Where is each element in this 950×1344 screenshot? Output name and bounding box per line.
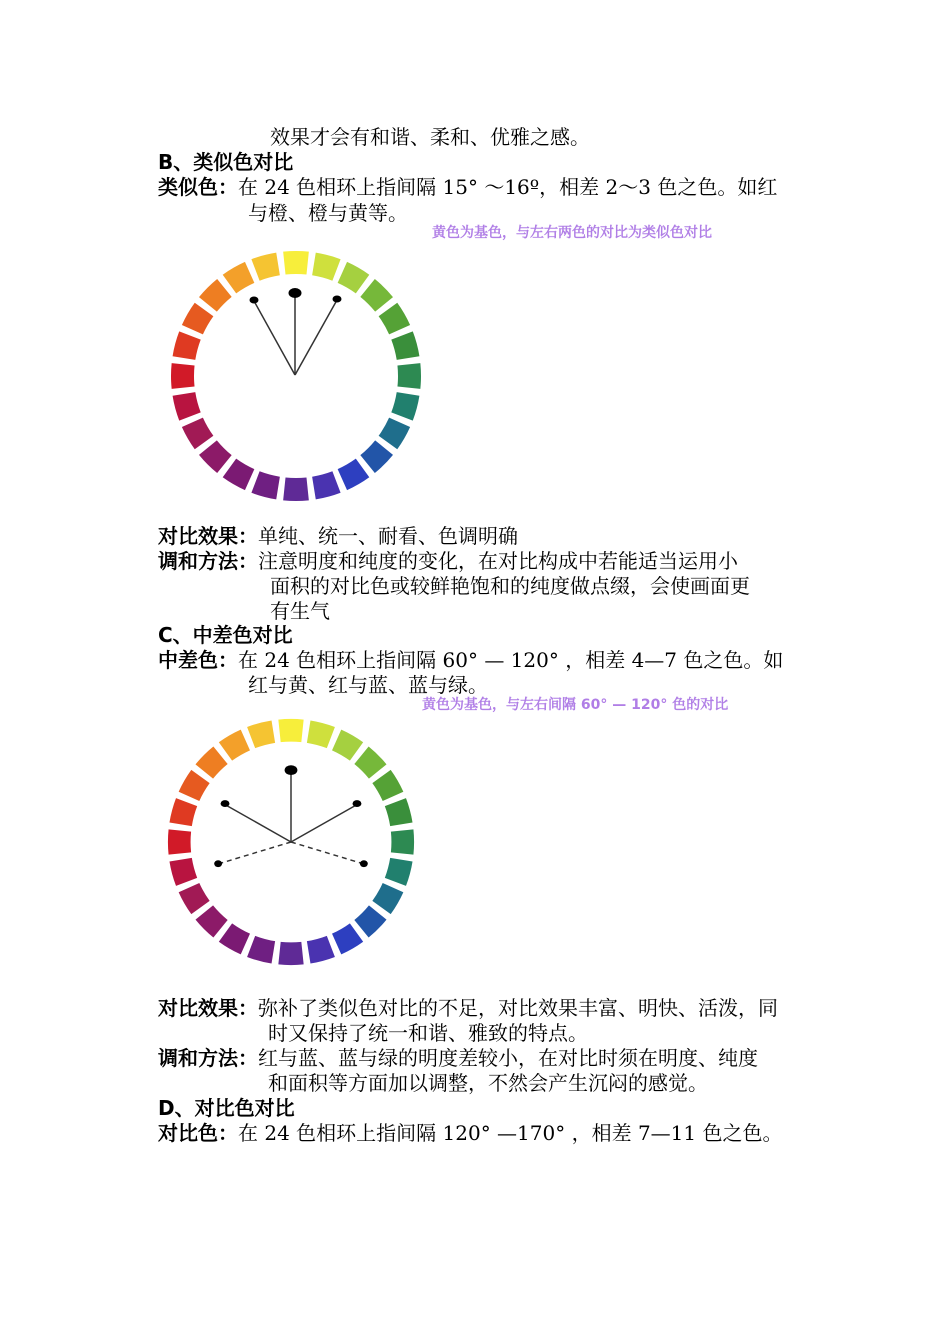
color-wheel-intermediate xyxy=(163,714,419,970)
section-c-def-label: 中差色： xyxy=(158,648,238,672)
section-b-def-label: 类似色： xyxy=(158,175,238,199)
wheel-segment xyxy=(385,858,413,886)
wheel-segment xyxy=(173,392,201,420)
wheel-segment xyxy=(182,418,213,450)
section-b-method-text-1: 注意明度和纯度的变化，在对比构成中若能适当运用小 xyxy=(258,549,738,573)
wheel-segment xyxy=(223,262,255,293)
wheel-segment xyxy=(354,905,386,937)
wheel-segment xyxy=(169,858,197,886)
wheel-segment xyxy=(283,477,309,501)
section-d-definition xyxy=(158,1121,782,1145)
section-b-method xyxy=(158,549,738,573)
wheel-segment xyxy=(391,829,414,854)
section-c-heading: C、中差色对比 xyxy=(158,623,293,647)
wheel-segment xyxy=(247,720,275,748)
wheel-segment xyxy=(372,770,403,801)
section-b-def-line-2: 与橙、橙与黄等。 xyxy=(248,201,408,225)
wheel-segment xyxy=(312,471,340,499)
wheel-segment xyxy=(195,905,227,937)
section-b-method-line-2: 面积的对比色或较鲜艳饱和的纯度做点缀，会使画面更 xyxy=(270,574,750,598)
wheel-segment xyxy=(251,253,279,281)
section-b-effect xyxy=(158,524,518,548)
wheel-segment xyxy=(219,923,250,954)
wheel-segment xyxy=(219,730,250,761)
wheel-segment xyxy=(379,303,410,335)
section-c-method-line-2: 和面积等方面加以调整，不然会产生沉闷的感觉。 xyxy=(268,1071,708,1095)
wheel-segment xyxy=(278,719,303,742)
wheel-segment xyxy=(171,363,195,389)
wheel-segment xyxy=(360,279,393,312)
wheel-segment xyxy=(312,253,340,281)
wheel-segment xyxy=(391,392,419,420)
section-c-def-text-1: 在 24 色相环上指间隔 60° — 120° ，相差 4—7 色之色。如 xyxy=(238,648,784,672)
section-b-method-line-3: 有生气 xyxy=(270,599,330,623)
section-c-effect-label: 对比效果： xyxy=(158,996,258,1020)
wheel-segment xyxy=(385,798,413,826)
wheel-segment xyxy=(379,418,410,450)
intermediate-pointers xyxy=(214,765,368,867)
wheel-segment xyxy=(182,303,213,335)
wheel-segment xyxy=(168,829,191,854)
section-c-method-label: 调和方法： xyxy=(158,1046,258,1070)
wheel-segment xyxy=(397,363,421,389)
wheel-segment xyxy=(169,798,197,826)
section-b-effect-text: 单纯、统一、耐看、色调明确 xyxy=(258,524,518,548)
wheel-segment xyxy=(283,251,309,275)
wheel-segment xyxy=(338,262,370,293)
wheel-segment xyxy=(195,746,227,778)
wheel-segment xyxy=(251,471,279,499)
section-d-def-label: 对比色： xyxy=(158,1121,238,1145)
section-b-effect-label: 对比效果： xyxy=(158,524,258,548)
section-c-method xyxy=(158,1046,758,1070)
wheel-segment xyxy=(307,936,335,964)
wheel-segment xyxy=(332,730,363,761)
wheel-segment xyxy=(247,936,275,964)
wheel-segment xyxy=(173,331,201,359)
wheel-segment xyxy=(338,459,370,490)
analogous-pointers xyxy=(250,288,342,375)
wheel-segment xyxy=(354,746,386,778)
section-b-heading: B、类似色对比 xyxy=(158,150,294,174)
section-c-definition xyxy=(158,648,783,672)
wheel-segment xyxy=(199,279,232,312)
wheel-segment xyxy=(332,923,363,954)
section-c-effect-line-2: 时又保持了统一和谐、雅致的特点。 xyxy=(268,1021,588,1045)
section-c-effect xyxy=(158,996,778,1020)
wheel-segment xyxy=(278,942,303,965)
wheel-segment xyxy=(391,331,419,359)
wheel-segment xyxy=(372,883,403,914)
wheel-segment xyxy=(179,770,210,801)
section-c-def-line-2: 红与黄、红与蓝、蓝与绿。 xyxy=(248,673,488,697)
section-d-heading: D、对比色对比 xyxy=(158,1096,295,1120)
color-wheel-analogous xyxy=(166,246,426,506)
section-c-method-text-1: 红与蓝、蓝与绿的明度差较小，在对比时须在明度、纯度 xyxy=(258,1046,758,1070)
section-b-def-text-1: 在 24 色相环上指间隔 15° ～16º，相差 2～3 色之色。如红 xyxy=(238,175,778,199)
wheel-segment xyxy=(199,440,232,473)
section-b-method-label: 调和方法： xyxy=(158,549,258,573)
wheel-segment xyxy=(223,459,255,490)
section-c-effect-text-1: 弥补了类似色对比的不足，对比效果丰富、明快、活泼，同 xyxy=(258,996,778,1020)
wheel-segment xyxy=(179,883,210,914)
section-b-caption: 黄色为基色，与左右两色的对比为类似色对比 xyxy=(432,225,712,241)
wheel-segment xyxy=(360,440,393,473)
section-d-def-text-1: 在 24 色相环上指间隔 120° —170° ，相差 7—11 色之色。 xyxy=(238,1121,783,1145)
wheel-segment xyxy=(307,720,335,748)
section-b-definition xyxy=(158,175,777,199)
intro-line: 效果才会有和谐、柔和、优雅之感。 xyxy=(270,125,590,149)
section-c-caption: 黄色为基色，与左右间隔 60° — 120° 色的对比 xyxy=(422,697,729,713)
